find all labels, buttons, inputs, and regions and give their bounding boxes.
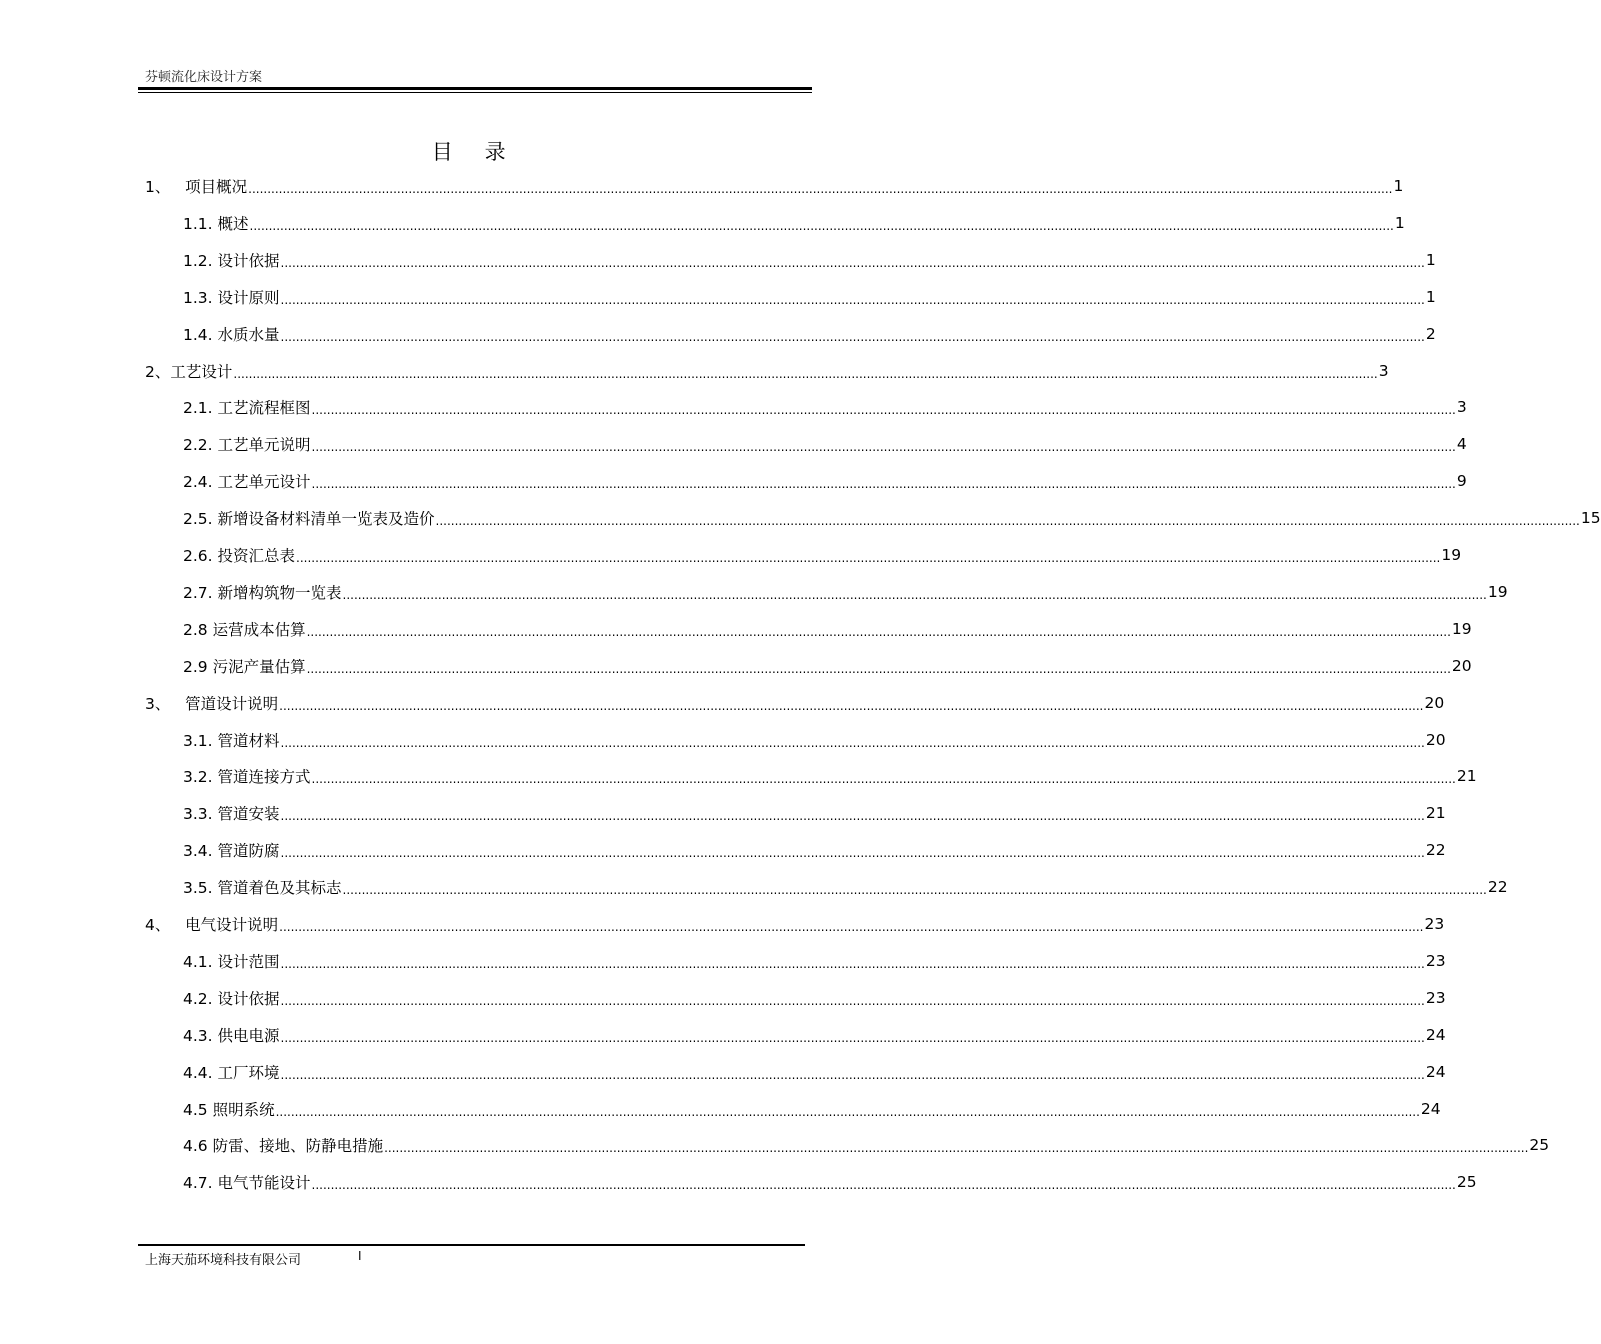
toc-entry-label: 4.7. 电气节能设计	[183, 1174, 311, 1193]
toc-entry-page: 23	[1425, 951, 1446, 970]
toc-entry-page: 19	[1487, 582, 1508, 601]
toc-entry-label: 1、 项目概况	[145, 178, 248, 196]
toc-entry-page: 24	[1425, 1062, 1446, 1081]
toc-entry[interactable]	[183, 832, 1446, 868]
toc-dot-leader: ............................................................................................................................................................................................................................................................................................................	[279, 698, 1424, 713]
toc-dot-leader: ............................................................................................................................................................................................................................................................................................................	[275, 1104, 1420, 1119]
toc-entry[interactable]	[183, 537, 1462, 573]
toc-entry[interactable]	[183, 1164, 1477, 1200]
toc-entry-page: 1	[1425, 250, 1436, 269]
toc-entry-page: 25	[1529, 1136, 1550, 1155]
toc-entry-page: 25	[1456, 1173, 1477, 1192]
toc-entry-page: 3	[1456, 398, 1467, 417]
toc-dot-leader: ............................................................................................................................................................................................................................................................................................................	[280, 846, 1425, 861]
toc-entry[interactable]	[183, 1017, 1446, 1053]
toc-entry-page: 23	[1424, 915, 1445, 933]
toc-entry-label: 4、 电气设计说明	[145, 916, 279, 934]
toc-entry-page: 22	[1425, 841, 1446, 860]
toc-entry-label: 3.2. 管道连接方式	[183, 768, 311, 787]
toc-entry[interactable]	[183, 574, 1508, 610]
toc-entry[interactable]	[183, 426, 1467, 462]
toc-entry-label: 1.4. 水质水量	[183, 325, 280, 344]
toc-entry[interactable]	[183, 205, 1405, 241]
toc-entry-label: 2、工艺设计	[145, 362, 233, 381]
toc-entry[interactable]	[183, 1127, 1550, 1163]
toc-entry[interactable]	[183, 648, 1472, 684]
toc-dot-leader: ............................................................................................................................................................................................................................................................................................................	[435, 514, 1580, 529]
toc-entry-page: 23	[1425, 988, 1446, 1007]
toc-entry-page: 4	[1456, 435, 1467, 454]
toc-dot-leader: ............................................................................................................................................................................................................................................................................................................	[311, 772, 1456, 787]
toc-entry-page: 24	[1425, 1025, 1446, 1044]
toc-entry[interactable]	[145, 685, 1445, 721]
toc-entry-label: 2.7. 新增构筑物一览表	[183, 583, 342, 602]
toc-entry[interactable]	[183, 722, 1446, 758]
toc-entry-label: 4.4. 工厂环境	[183, 1063, 280, 1082]
toc-entry-label: 2.8 运营成本估算	[183, 620, 306, 639]
toc-dot-leader: ............................................................................................................................................................................................................................................................................................................	[249, 218, 1394, 233]
toc-entry-label: 2.6. 投资汇总表	[183, 547, 296, 565]
toc-entry-label: 2.2. 工艺单元说明	[183, 436, 311, 455]
toc-entry[interactable]	[183, 389, 1467, 425]
toc-entry-page: 19	[1441, 546, 1462, 564]
toc-dot-leader: ............................................................................................................................................................................................................................................................................................................	[306, 661, 1451, 676]
footer-company: 上海天茄环境科技有限公司	[145, 1253, 302, 1268]
header-rule	[138, 87, 812, 90]
toc-entry-label: 3.5. 管道着色及其标志	[183, 879, 342, 898]
toc-dot-leader: ............................................................................................................................................................................................................................................................................................................	[311, 477, 1456, 492]
toc-entry-page: 2	[1425, 324, 1436, 343]
toc-dot-leader: ............................................................................................................................................................................................................................................................................................................	[280, 329, 1425, 344]
toc-dot-leader: ............................................................................................................................................................................................................................................................................................................	[280, 1030, 1425, 1045]
toc-entry-label: 1.3. 设计原则	[183, 288, 280, 307]
toc-entry[interactable]	[183, 980, 1446, 1016]
toc-dot-leader: ............................................................................................................................................................................................................................................................................................................	[280, 809, 1425, 824]
toc-entry-label: 3.3. 管道安装	[183, 805, 280, 824]
toc-dot-leader: ............................................................................................................................................................................................................................................................................................................	[280, 735, 1425, 750]
header-rule-thin	[138, 92, 812, 93]
toc-entry-label: 1.2. 设计依据	[183, 251, 280, 270]
toc-entry[interactable]	[183, 1091, 1441, 1127]
toc-entry-page: 1	[1393, 177, 1404, 195]
toc-dot-leader: ............................................................................................................................................................................................................................................................................................................	[384, 1141, 1529, 1156]
toc-entry[interactable]	[183, 758, 1477, 794]
toc-entry-label: 4.6 防雷、接地、防静电措施	[183, 1137, 384, 1156]
toc-entry[interactable]	[183, 943, 1446, 979]
toc-dot-leader: ............................................................................................................................................................................................................................................................................................................	[280, 993, 1425, 1008]
toc-entry[interactable]	[145, 168, 1404, 204]
footer-page-number: I	[358, 1249, 362, 1263]
toc-entry-page: 20	[1425, 730, 1446, 749]
toc-entry-label: 1.1. 概述	[183, 214, 249, 233]
toc-entry[interactable]	[183, 279, 1436, 315]
toc-entry-page: 1	[1425, 287, 1436, 306]
toc-dot-leader: ............................................................................................................................................................................................................................................................................................................	[248, 182, 1393, 196]
toc-entry-label: 4.2. 设计依据	[183, 989, 280, 1008]
toc-entry-page: 9	[1456, 472, 1467, 491]
toc-entry-label: 4.5 照明系统	[183, 1100, 275, 1119]
toc-dot-leader: ............................................................................................................................................................................................................................................................................................................	[311, 1178, 1456, 1193]
toc-entry-page: 21	[1425, 804, 1446, 823]
toc-entry[interactable]	[145, 353, 1389, 389]
toc-entry[interactable]	[183, 242, 1436, 278]
toc-entry-label: 2.1. 工艺流程框图	[183, 399, 311, 418]
header-title: 芬顿流化床设计方案	[145, 70, 263, 85]
toc-entry-page: 24	[1420, 1099, 1441, 1118]
toc-entry-page: 1	[1394, 213, 1405, 232]
toc-entry[interactable]	[183, 869, 1508, 905]
toc-entry-page: 3	[1378, 361, 1389, 380]
toc-dot-leader: ............................................................................................................................................................................................................................................................................................................	[280, 292, 1425, 307]
toc-entry[interactable]	[183, 795, 1446, 831]
footer-rule	[138, 1244, 805, 1246]
toc-dot-leader: ............................................................................................................................................................................................................................................................................................................	[296, 551, 1441, 565]
toc-entry[interactable]	[183, 500, 1601, 536]
toc-dot-leader: ............................................................................................................................................................................................................................................................................................................	[280, 956, 1425, 971]
toc-entry[interactable]	[183, 1054, 1446, 1090]
toc-dot-leader: ............................................................................................................................................................................................................................................................................................................	[342, 883, 1487, 898]
toc-entry-label: 3.4. 管道防腐	[183, 842, 280, 861]
toc-entry-label: 2.4. 工艺单元设计	[183, 473, 311, 492]
toc-entry-label: 4.1. 设计范围	[183, 952, 280, 971]
toc-entry[interactable]	[183, 463, 1467, 499]
toc-dot-leader: ............................................................................................................................................................................................................................................................................................................	[311, 440, 1456, 455]
toc-entry-page: 21	[1456, 767, 1477, 786]
toc-entry-page: 20	[1451, 656, 1472, 675]
toc-dot-leader: ............................................................................................................................................................................................................................................................................................................	[311, 403, 1456, 418]
toc-entry-page: 15	[1580, 509, 1601, 528]
toc-entry[interactable]	[183, 611, 1472, 647]
toc-entry[interactable]	[145, 906, 1445, 942]
toc-dot-leader: ............................................................................................................................................................................................................................................................................................................	[279, 920, 1424, 934]
toc-entry-label: 3.1. 管道材料	[183, 731, 280, 750]
toc-dot-leader: ............................................................................................................................................................................................................................................................................................................	[280, 1067, 1425, 1082]
toc-dot-leader: ............................................................................................................................................................................................................................................................................................................	[280, 255, 1425, 270]
toc-entry-page: 22	[1487, 878, 1508, 897]
toc-entry[interactable]	[183, 316, 1436, 352]
toc-entry-page: 20	[1424, 693, 1445, 712]
toc-entry-label: 2.9 污泥产量估算	[183, 657, 306, 676]
toc-dot-leader: ............................................................................................................................................................................................................................................................................................................	[233, 366, 1378, 381]
toc-title: 目 录	[431, 140, 519, 164]
toc-entry-label: 2.5. 新增设备材料清单一览表及造价	[183, 510, 435, 529]
toc-entry-label: 3、 管道设计说明	[145, 694, 279, 713]
toc-dot-leader: ............................................................................................................................................................................................................................................................................................................	[342, 587, 1487, 602]
toc-dot-leader: ............................................................................................................................................................................................................................................................................................................	[306, 624, 1451, 639]
toc-entry-label: 4.3. 供电电源	[183, 1026, 280, 1045]
toc-entry-page: 19	[1451, 619, 1472, 638]
